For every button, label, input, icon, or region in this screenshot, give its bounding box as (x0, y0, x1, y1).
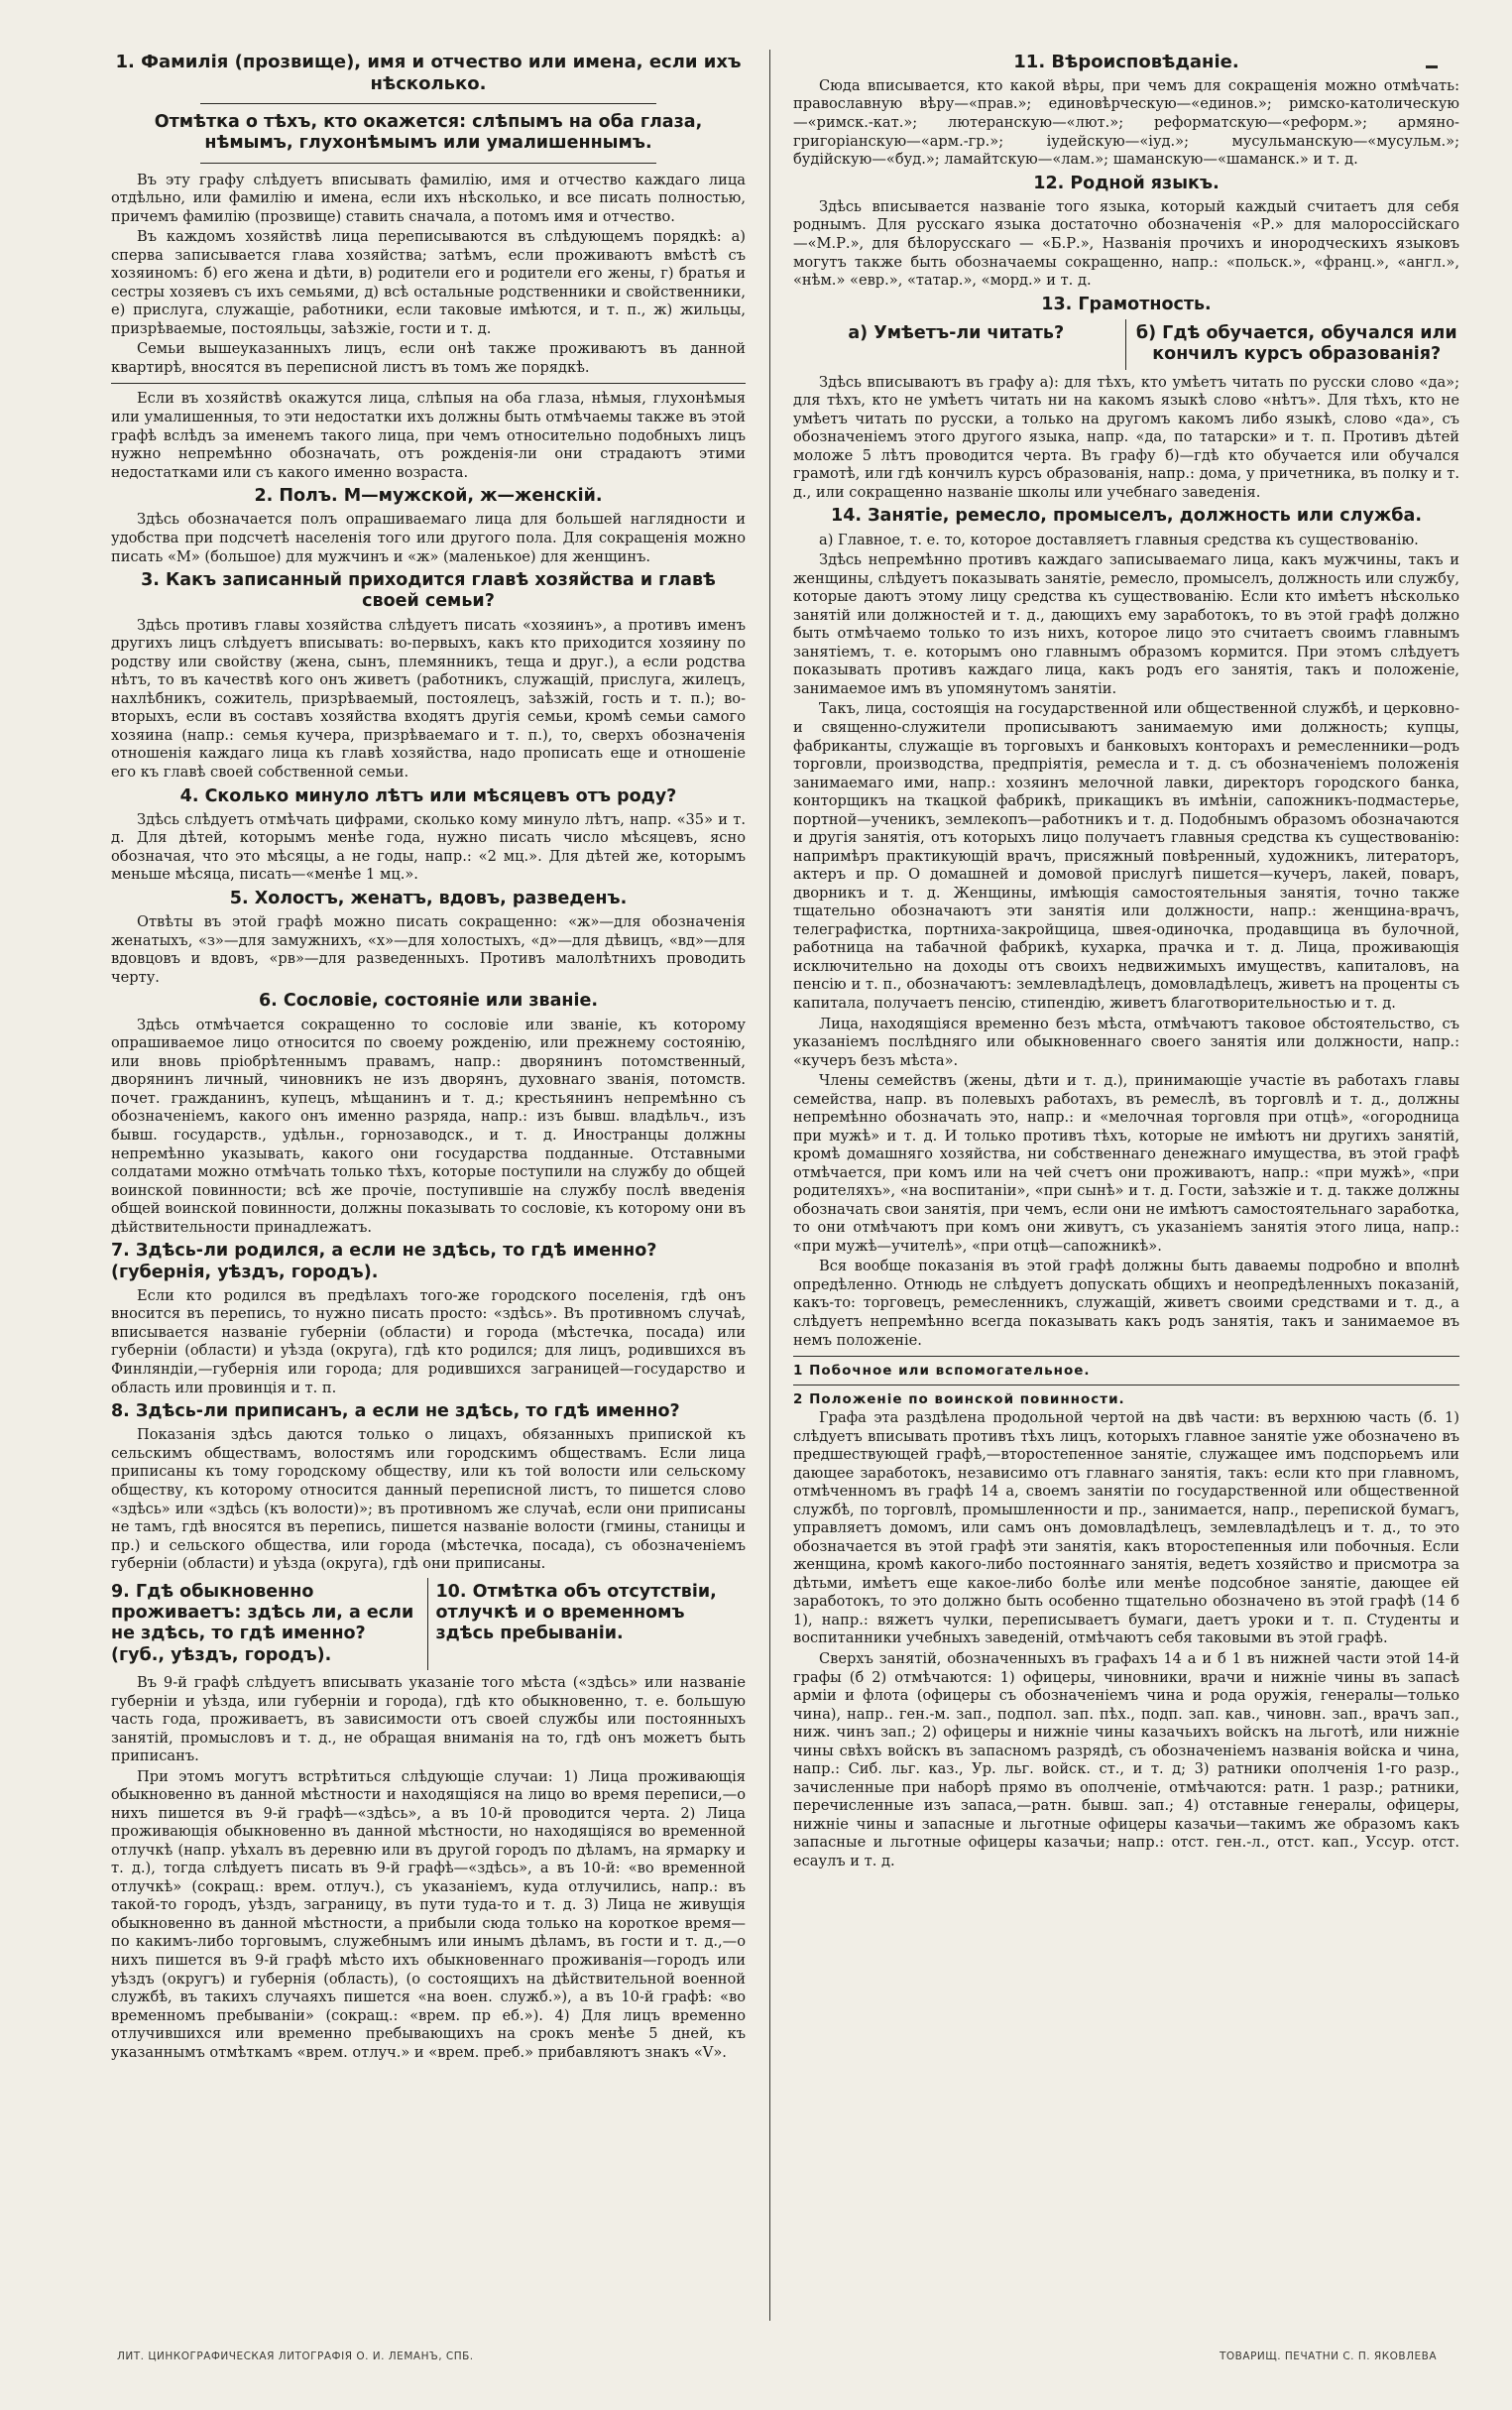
paragraph: Здѣсь противъ главы хозяйства слѣдуетъ писать «хозяинъ», а противъ именъ другихъ лицъ слѣдуетъ вписывать: во-первыхъ, какъ кто приходится хозяину по родству или свойству (жена, сынъ, племянникъ, теща и друг.), а если родства нѣтъ, то въ качествѣ кого онъ живетъ (работникъ, служащій, прислуга, жилецъ, нахлѣбникъ, сожитель, призрѣваемый, постоялецъ, заѣзжій, гость и т. п.); во-вторыхъ, если въ составъ хозяйства входятъ другія семьи, кромѣ семьи самого хозяина (напр.: семья кучера, призрѣваемаго и т. п.), то, сверхъ обозначенія отношенія каждаго лица къ главѣ хозяйства, надо прописать еще и отношеніе его къ главѣ своей собственной семьи. (111, 616, 746, 781)
paragraph: Такъ, лица, состоящія на государственной или общественной службѣ, и церковно-и священно-служители прописываютъ занимаемую ими должность; купцы, фабриканты, служащіе въ торговыхъ и банковыхъ конторахъ и ремесленники—родъ торговли, производства, предпріятія, ремесла и т. д. съ обозначеніемъ положенія занимаемаго ими, напр.: хозяинъ мелочной лавки, директоръ городского банка, конторщикъ на ткацкой фабрикѣ, прикащикъ въ имѣніи, сапожникъ-подмастерье, портной—ученикъ, землекопъ—работникъ и т. д. Подобнымъ образомъ обозначаются и другія занятія, отъ которыхъ лицо получаетъ главныя средства къ существованію: напримѣръ практикующій врачъ, присяжный повѣренный, художникъ, литераторъ, актеръ и пр. О домашней и домовой прислугѣ пишется—кучеръ, лакей, поваръ, дворникъ и т. д. Женщины, имѣющія самостоятельныя занятія, точно также тщательно обозначаютъ эти занятія или должности, напр.: женщина-врачъ, телеграфистка, портниха-закройщица, швея-одиночка, продавщица въ булочной, работница на табачной фабрикѣ, кухарка, прачка и т. д. Лица, проживающія исключительно на доходы отъ своихъ недвижимыхъ имуществъ, капиталовъ, на пенсію и т. п., обозначаютъ: землевладѣлецъ, домовладѣлецъ, живетъ на проценты съ капитала, получаетъ пенсію, стипендію, живетъ благотворительностью и т. д. (793, 700, 1459, 1012)
paragraph: Отвѣты въ этой графѣ можно писать сокращенно: «ж»—для обозначенія женатыхъ, «з»—для замужнихъ, «х»—для холостыхъ, «д»—для дѣвицъ, «вд»—для вдовцовъ и вдовъ, «рв»—для разведенныхъ. Противъ малолѣтнихъ проводить черту. (111, 913, 746, 986)
section-13b-title: б) Гдѣ обучается, обучался или кончилъ курсъ образованія? (1135, 322, 1457, 365)
section-6-title: 6. Сословіе, состояніе или званіе. (259, 991, 598, 1012)
paragraph: Здѣсь обозначается полъ опрашиваемаго лица для большей наглядности и удобства при подсчетѣ населенія того или другого пола. Для сокращенія можно писать «М» (большое) для мужчинъ и «ж» (маленькое) для женщинъ. (111, 511, 746, 565)
section-3-title: 3. Какъ записанный приходится главѣ хозяйства и главѣ своей семьи? (141, 570, 716, 612)
left-column (111, 48, 746, 2319)
section-7-title: 7. Здѣсь-ли родился, а если не здѣсь, то гдѣ именно? (губернія, уѣздъ, городъ). (111, 1241, 657, 1282)
section-13-subheader (793, 319, 1459, 370)
section-14b1-title: 1 Побочное или вспомогательное. (793, 1363, 1091, 1380)
paragraph: Здѣсь отмѣчается сокращенно то сословіе или званіе, къ которому опрашиваемое лицо относится по своему рожденію, или прежнему состоянію, или вновь пріобрѣтеннымъ правамъ, напр.: дворянинъ потомственный, дворянинъ личный, чиновникъ не изъ дворянъ, духовнаго званія, потомств. почет. гражданинъ, купецъ, мѣщанинъ и т. д.; крестьянинъ непремѣнно съ обозначеніемъ, какого онъ именно разряда, напр.: изъ бывш. владѣльч., изъ бывш. государств., удѣльн., горнозаводск., и т. д. Иностранцы должны непремѣнно указывать, какого они государства подданные. Отставными солдатами можно отмѣчать только тѣхъ, которые поступили на службу до общей воинской повинности; всѣ же прочіе, поступившіе на службу послѣ введенія общей воинской повинности, должны показывать то сословіе, къ которому они въ дѣйствительности принадлежатъ. (111, 1016, 746, 1236)
paragraph: Если въ хозяйствѣ окажутся лица, слѣпыя на оба глаза, нѣмыя, глухонѣмыя или умалишенныя, то эти недостатки ихъ должны быть отмѣчаемы также въ этой графѣ вслѣдъ за именемъ такого лица, при чемъ относительно подобныхъ лицъ нужно непремѣнно обозначать, отъ рожденія-ли они страдаютъ этими недостатками или съ какого именно возраста. (111, 390, 746, 481)
section-14-title: 14. Занятіе, ремесло, промыселъ, должность или служба. (831, 506, 1422, 527)
paragraph: Графа эта раздѣлена продольной чертой на двѣ части: въ верхнюю часть (б. 1) слѣдуетъ вписывать противъ тѣхъ лицъ, которыхъ главное занятіе уже обозначено въ предшествующей графѣ,—второстепенное занятіе, служащее имъ подспорьемъ или дающее заработокъ, независимо отъ главнаго занятія, такъ: если кто при главномъ, отмѣченномъ въ графѣ 14 а, своемъ занятіи по государственной или общественной службѣ, по торговлѣ, промышленности и пр., занимается, напр., перепиской бумагъ, управляетъ домомъ, или самъ онъ домовладѣлецъ, землевладѣлецъ и т. д., то это обозначается въ этой графѣ эти занятія, какъ второстепенныя или побочныя. Если женщина, кромѣ какого-либо постояннаго занятія, ведетъ хозяйство и присмотра за дѣтьми, имѣетъ еще какое-либо болѣе или менѣе подсобное занятіе, дающее ей заработокъ, то это должно быть особенно тщательно обозначено въ этой графѣ (14 б 1), напр.: вяжетъ чулки, переписываетъ бумаги, даетъ уроки и т. п. Студенты и воспитанники учебныхъ заведеній, отмѣчаютъ себя таковыми въ этой графѣ. (793, 1409, 1459, 1647)
section-12-title: 12. Родной языкъ. (1033, 173, 1220, 193)
section-1-subtitle: Отмѣтка о тѣхъ, кто окажется: слѣпымъ на оба глаза, нѣмымъ, глухонѣмымъ или умалишеннымъ. (154, 111, 703, 154)
footer-printer-left: ЛИТ. ЦИНКОГРАФИЧЕСКАЯ ЛИТОГРАФІЯ О. И. ЛЕМАНЪ, СПБ. (117, 2350, 474, 2362)
separator (200, 103, 656, 104)
paragraph: Здѣсь слѣдуетъ отмѣчать цифрами, сколько кому минуло лѣтъ, напр. «35» и т. д. Для дѣтей, которымъ менѣе года, нужно писать число мѣсяцевъ, ясно обозначая, что это мѣсяцы, а не годы, напр.: «2 мц.». Для дѣтей же, которымъ меньше мѣсяца, писать—«менѣе 1 мц.». (111, 810, 746, 884)
paragraph: Семьи вышеуказанныхъ лицъ, если онѣ также проживаютъ въ данной квартирѣ, вносятся въ переписной листъ въ томъ же порядкѣ. (111, 340, 746, 376)
paragraph: Здѣсь вписываютъ въ графу а): для тѣхъ, кто умѣетъ читать по русски слово «да»; для тѣхъ, кто не умѣетъ читать ни на какомъ языкѣ слово «нѣтъ». Для тѣхъ, кто не умѣетъ читать по русски, а только на другомъ какомъ либо языкѣ, слово «да», съ обозначеніемъ этого другого языка, напр. «да, по татарски» и т. п. Противъ дѣтей моложе 5 лѣтъ проводится черта. Въ графу б)—гдѣ кто обучается или обучался грамотѣ, или гдѣ кончилъ курсъ образованія, напр.: дома, у причетника, въ полку и т. д., или сокращенно названіе школы или учебнаго заведенія. (793, 373, 1459, 501)
column-divider (769, 50, 770, 2321)
section-5-title: 5. Холостъ, женатъ, вдовъ, разведенъ. (229, 888, 628, 908)
paragraph: Если кто родился въ предѣлахъ того-же городского поселенія, гдѣ онъ вносится въ перепись, то нужно писать просто: «здѣсь». Въ противномъ случаѣ, вписывается названіе губерніи (области) и города (мѣстечка, посада) или губерніи (области) и уѣзда (округа), гдѣ кто родился; для лицъ, родившихся въ Финляндіи,—губернія или города; для родившихся заграницей—государство и область или провинція и т. п. (111, 1286, 746, 1396)
paragraph: Вся вообще показанія въ этой графѣ должны быть даваемы подробно и вполнѣ опредѣленно. Отнюдь не слѣдуетъ допускать общихъ и неопредѣленныхъ показаній, какъ-то: торговецъ, ремесленникъ, служащій, живетъ своими средствами и т. д., а слѣдуетъ непремѣнно всегда показывать какъ родъ занятія, такъ и занимаемое въ немъ положеніе. (793, 1258, 1459, 1349)
paragraph: При этомъ могутъ встрѣтиться слѣдующіе случаи: 1) Лица проживающія обыкновенно въ данной мѣстности и находящіяся на лицо во время переписи,—о нихъ пишется въ 9-й графѣ—«здѣсь», а въ 10-й проводится черта. 2) Лица проживающія обыкновенно въ данной мѣстности, но находящіяся во временной отлучкѣ (напр. уѣхалъ въ деревню или въ другой городъ по дѣламъ, на ярмарку и т. д.), тогда слѣдуетъ писать въ 9-й графѣ—«здѣсь», а въ 10-й: «во временной отлучкѣ» (сокращ.: врем. отлуч.), съ указаніемъ, куда отлучились, напр.: въ такой-то городъ, уѣздъ, заграницу, въ пути туда-то и т. д. 3) Лица не живущія обыкновенно въ данной мѣстности, а прибыли сюда только на короткое время—по какимъ-либо торговымъ, служебнымъ или инымъ дѣламъ, въ гости и т. д.,—о нихъ пишется въ 9-й графѣ мѣсто ихъ обыкновеннаго проживанія—городъ или уѣздъ (округъ) и губернія (область), (о состоящихъ на дѣйствительной военной службѣ, въ такихъ случаяхъ пишется «на воен. служб.»), а въ 10-й графѣ: «во временномъ пребываніи» (сокращ.: «врем. пр еб.»). 4) Для лицъ временно отлучившихся или временно пребывающихъ на срокъ менѣе 5 дней, къ указаннымъ отмѣткамъ «врем. отлуч.» и «врем. преб.» прибавляютъ знакъ «V». (111, 1767, 746, 2061)
section-8-title: 8. Здѣсь-ли приписанъ, а если не здѣсь, то гдѣ именно? (111, 1401, 680, 1422)
paragraph: Здѣсь вписывается названіе того языка, который каждый считаетъ для себя роднымъ. Для русскаго языка достаточно обозначенія «Р.» для малороссійскаго—«М.Р.», для бѣлорусскаго — «Б.Р.», Названія прочихъ и инородческихъ языковъ могутъ также быть обозначаемы сокращенно, напр.: «польск.», «франц.», «англ.», «нѣм.» «евр.», «татар.», «морд.» и т. д. (793, 197, 1459, 290)
section-1-title: 1. Фамилія (прозвище), имя и отчество или имена, если ихъ нѣсколько. (115, 52, 742, 94)
sections-9-10-header (111, 1578, 746, 1670)
section-13-title: 13. Грамотность. (1041, 294, 1212, 314)
section-2-title: 2. Полъ. М—мужской, ж—женскій. (254, 486, 603, 507)
paragraph: Здѣсь непремѣнно противъ каждаго записываемаго лица, какъ мужчины, такъ и женщины, слѣдуетъ показывать занятіе, ремесло, промыселъ, должность или службу, которые даютъ этому лицу средства къ существованію. Если кто имѣетъ нѣсколько занятій или должностей и т. д., дающихъ ему заработокъ, то въ этой графѣ должно быть отмѣчаемо только то изъ нихъ, которое лицо это считаетъ своимъ главнымъ занятіемъ, т. е. которымъ оно главнымъ образомъ кормится. При этомъ слѣдуетъ показывать противъ каждаго лица, какъ родъ его занятія, такъ и положеніе, занимаемое имъ въ упомянутомъ занятіи. (793, 551, 1459, 697)
paragraph: Въ эту графу слѣдуетъ вписывать фамилію, имя и отчество каждаго лица отдѣльно, или фамилію и имена, если ихъ нѣсколько, и все писать полностью, причемъ фамилію (прозвище) ставить сначала, а потомъ имя и отчество. (111, 171, 746, 225)
paragraph: Въ каждомъ хозяйствѣ лица переписываются въ слѣдующемъ порядкѣ: а) сперва записывается глава хозяйства; затѣмъ, если проживаютъ вмѣстѣ съ хозяиномъ: б) его жена и дѣти, в) родители его и родители его жены, г) братья и сестры хозяевъ съ ихъ семьями, д) всѣ остальные родственники и свойственники, е) прислуга, служащіе, работники, если таковые имѣются, и т. п., ж) жильцы, призрѣваемые, постояльцы, заѣзжіе, гости и т. д. (111, 228, 746, 337)
separator (793, 1385, 1459, 1386)
paragraph: Члены семействъ (жены, дѣти и т. д.), принимающіе участіе въ работахъ главы семейства, напр. въ полевыхъ работахъ, въ ремеслѣ, въ торговлѣ и т. д., должны непремѣнно обозначать это, напр.: и «мелочная торговля при отцѣ», «огородница при мужѣ» и т. д. И только противъ тѣхъ, которые не имѣютъ ни другихъ занятій, кромѣ домашняго хозяйства, ни собственнаго денежнаго имущества, въ этой графѣ отмѣчается, при комъ или на чей счетъ они проживаютъ, напр.: «при мужѣ», «при родителяхъ», «на воспитаніи», «при сынѣ» и т. д. Гости, заѣзжіе и т. д. также должны обозначать свои занятія, при чемъ, если они не имѣютъ самостоятельнаго заработка, то они отмѣчаютъ при комъ они живутъ, съ указаніемъ занятія этого лица, напр.: «при мужѣ—учителѣ», «при отцѣ—сапожникѣ». (793, 1072, 1459, 1255)
section-14b2-title: 2 Положеніе по воинской повинности. (793, 1391, 1125, 1408)
paragraph: Сюда вписывается, кто какой вѣры, при чемъ для сокращенія можно отмѣчать: православную вѣру—«прав.»; единовѣрческую—«единов.»; римско-католическую—«римск.-кат.»; лютеранскую—«лют.»; реформатскую—«реформ.»; армяно-григоріанскую—«арм.-гр.»; іудейскую—«іуд.»; мусульманскую—«мусульм.»; будійскую—«буд.»; ламайтскую—«лам.»; шаманскую—«шаманск.» и т. д. (793, 76, 1459, 169)
paragraph: Въ 9-й графѣ слѣдуетъ вписывать указаніе того мѣста («здѣсь» или названіе губерніи и уѣзда, или губерніи и города), гдѣ кто обыкновенно, т. е. большую часть года, проживаетъ, въ зависимости отъ своей службы или постоянныхъ занятій, промысловъ и т. д., не обращая вниманія на то, гдѣ онъ можетъ быть приписанъ. (111, 1674, 746, 1765)
separator (200, 163, 656, 164)
section-10-title: 10. Отмѣтка объ отсутствіи, отлучкѣ и о временномъ здѣсь пребываніи. (435, 1581, 717, 1644)
paragraph: Показанія здѣсь даются только о лицахъ, обязанныхъ припиской къ сельскимъ обществамъ, волостямъ или городскимъ обществамъ. Если лица приписаны къ тому городскому обществу, или къ той волости или сельскому обществу, къ которому относится данный переписной листъ, то пишется слово «здѣсь» или «здѣсь (къ волости)»; въ противномъ же случаѣ, если они приписаны не тамъ, гдѣ вносятся въ перепись, пишется названіе волости (гмины, станицы и пр.) и сельского общества, или города (мѣстечка, посада), съ обозначеніемъ губерніи (области) и уѣзда (округа), гдѣ они приписаны. (111, 1426, 746, 1573)
paragraph: Сверхъ занятій, обозначенныхъ въ графахъ 14 а и б 1 въ нижней части этой 14-й графы (б 2) отмѣчаются: 1) офицеры, чиновники, врачи и нижніе чины въ запасѣ арміи и флота (офицеры съ обозначеніемъ чина и рода оружія, генералы—только чина), напр.. ген.-м. зап., подпол. зап. пѣх., подп. зап. кав., чиновн. зап., врачъ зап., ниж. чинъ зап.; 2) офицеры и нижніе чины казачьихъ войскъ на льготѣ, или нижніе чины свѣхъ войскъ въ запасномъ разрядѣ, съ обозначеніемъ названія войска и чина, напр.: Сиб. льг. каз., Ур. льг. войск. ст., и т. д; 3) ратники ополченія 1-го разр., зачисленные при наборѣ прямо въ ополченіе, отмѣчаются: ратн. 1 разр.; ратники, перечисленные изъ запаса,—ратн. бывш. зап.; 4) отставные генералы, офицеры, нижніе чины и запасные и льготные офицеры казачьи—такимъ же образомъ какъ запасные и льготные офицеры казачьи; напр.: отст. ген.-л., отст. кап., Уссур. отст. есаулъ и т. д. (793, 1649, 1459, 1869)
section-9-title: 9. Гдѣ обыкновенно проживаетъ: здѣсь ли, а если не здѣсь, то гдѣ именно? (губ., уѣздъ, городъ). (111, 1581, 414, 1665)
section-11-title: 11. Вѣроисповѣданіе. (1013, 52, 1239, 72)
separator (793, 1356, 1459, 1357)
right-column (793, 48, 1459, 2319)
section-14-subtitle: а) Главное, т. е. то, которое доставляетъ главныя средства къ существованію. (819, 531, 1419, 548)
section-4-title: 4. Сколько минуло лѣтъ или мѣсяцевъ отъ роду? (179, 785, 677, 806)
separator (111, 383, 746, 384)
footer-printer-right: ТОВАРИЩ. ПЕЧАТНИ С. П. ЯКОВЛЕВА (1220, 2350, 1438, 2362)
section-13a-title: а) Умѣетъ-ли читать? (848, 322, 1065, 343)
paragraph: Лица, находящіяся временно безъ мѣста, отмѣчаютъ таковое обстоятельство, съ указаніемъ послѣдняго или обыкновеннаго своего занятія или должности, напр.: «кучеръ безъ мѣста». (793, 1015, 1459, 1069)
